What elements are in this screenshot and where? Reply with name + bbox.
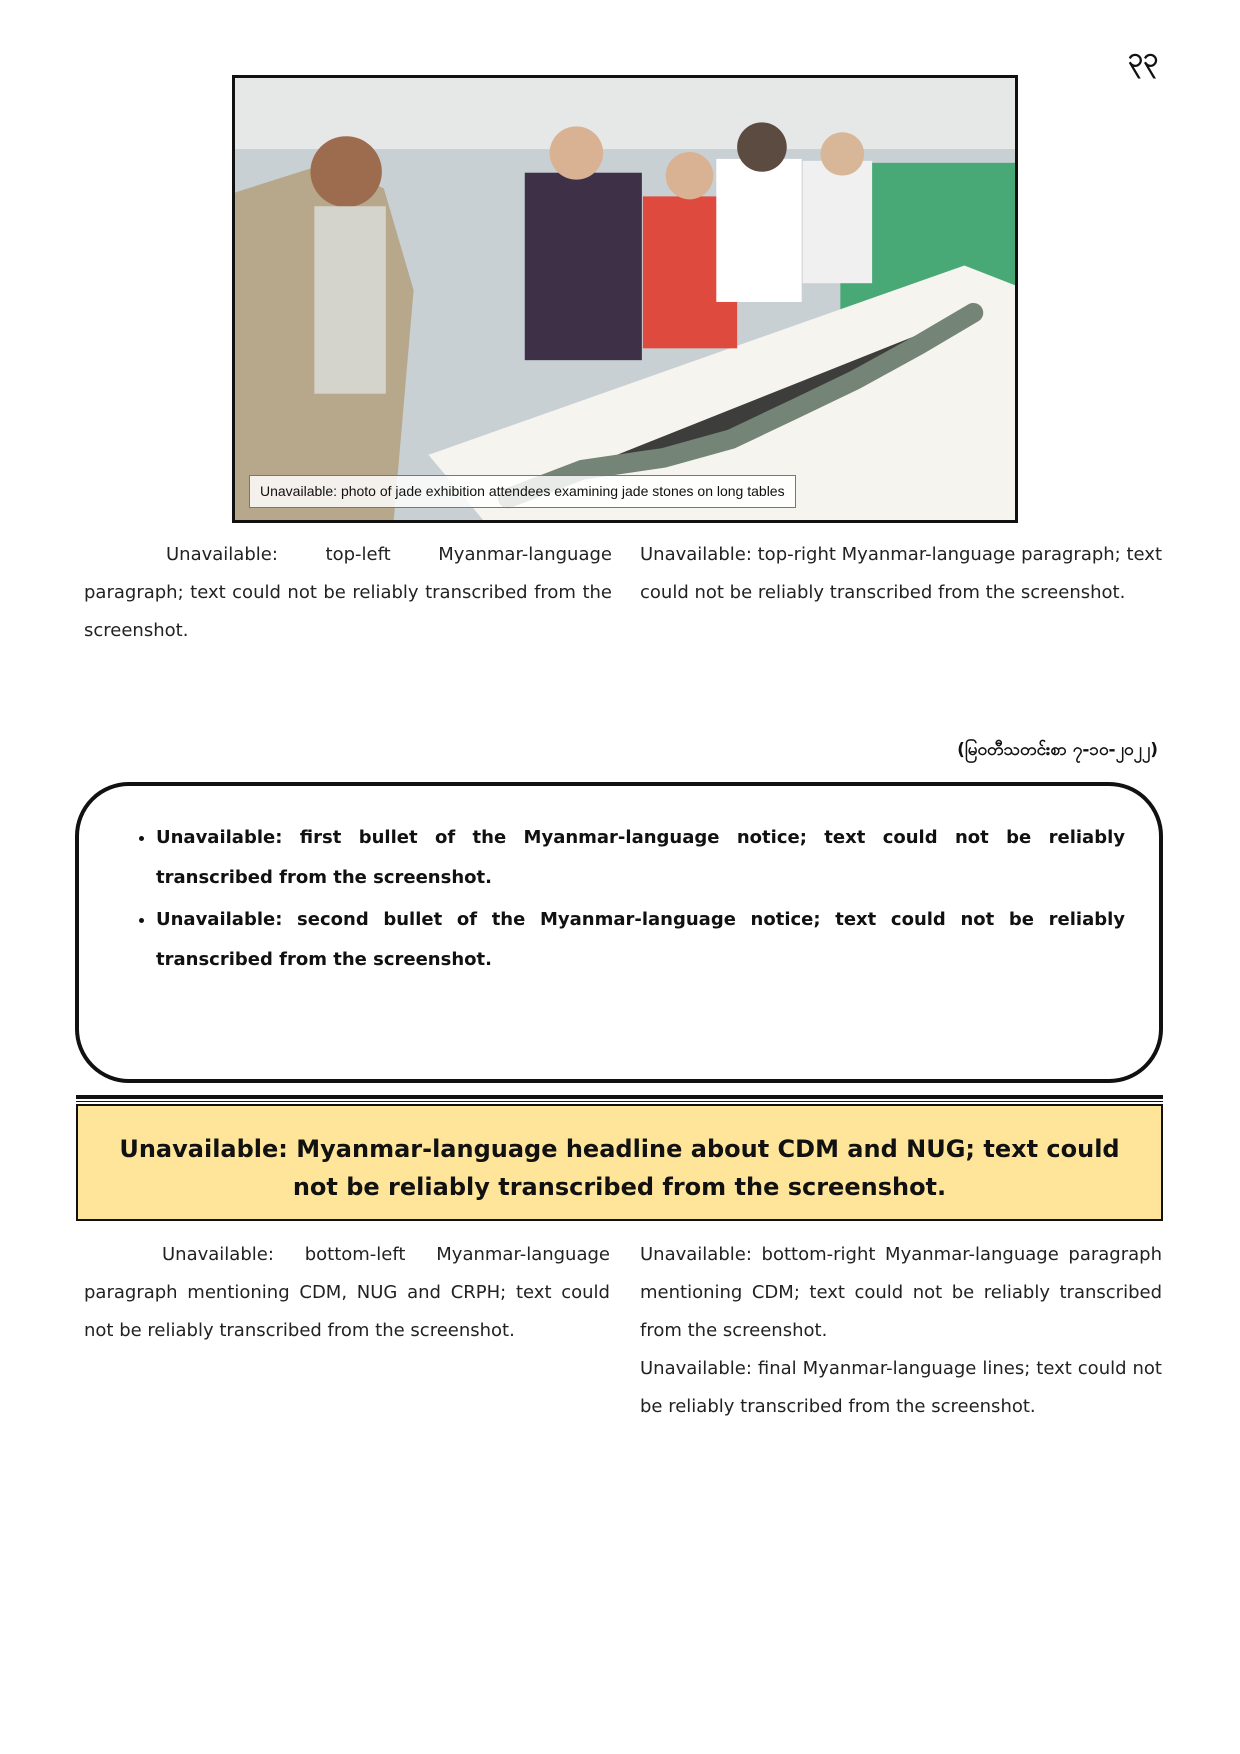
jade-photo-illustration (235, 78, 1015, 520)
photo-placeholder-note: Unavailable: photo of jade exhibition attendees examining jade stones on long tables (249, 475, 796, 508)
top-right-paragraph: Unavailable: top-right Myanmar-language paragraph; text could not be reliably transcribed from the screenshot. (640, 544, 1162, 603)
notice-bullet-item: • Unavailable: first bullet of the Myanmar-language notice; text could not be reliably transcribed from the screenshot. (156, 818, 1125, 898)
bottom-left-paragraph: Unavailable: bottom-left Myanmar-language paragraph mentioning CDM, NUG and CRPH; text could not be reliably transcribed from the screenshot. (84, 1244, 610, 1341)
bottom-right-paragraph-2: Unavailable: final Myanmar-language lines; text could not be reliably transcribed from the screenshot. (640, 1358, 1162, 1417)
section-divider-thick (76, 1095, 1163, 1099)
headline-title: Unavailable: Myanmar-language headline about CDM and NUG; text could not be reliably transcribed from the screenshot. (119, 1135, 1120, 1201)
top-left-paragraph: Unavailable: top-left Myanmar-language paragraph; text could not be reliably transcribed from the screenshot. (84, 544, 612, 641)
notice-box (75, 782, 1163, 1083)
notice-bullet-item: • Unavailable: second bullet of the Myanmar-language notice; text could not be reliably transcribed from the screenshot. (156, 900, 1125, 980)
news-source-credit: (မြဝတီသတင်းစာ ၇-၁၀-၂၀၂၂) (957, 740, 1158, 760)
jade-exhibition-photo (232, 75, 1018, 523)
bottom-right-text (640, 1236, 1162, 1426)
headline-box (76, 1104, 1163, 1221)
notice-bullet-list (113, 818, 1125, 980)
bottom-right-paragraph-1: Unavailable: bottom-right Myanmar-language paragraph mentioning CDM; text could not be reliably transcribed from the screenshot. (640, 1244, 1162, 1341)
page-number: ၃၃ (1127, 42, 1158, 73)
section-divider-thin (76, 1101, 1163, 1102)
